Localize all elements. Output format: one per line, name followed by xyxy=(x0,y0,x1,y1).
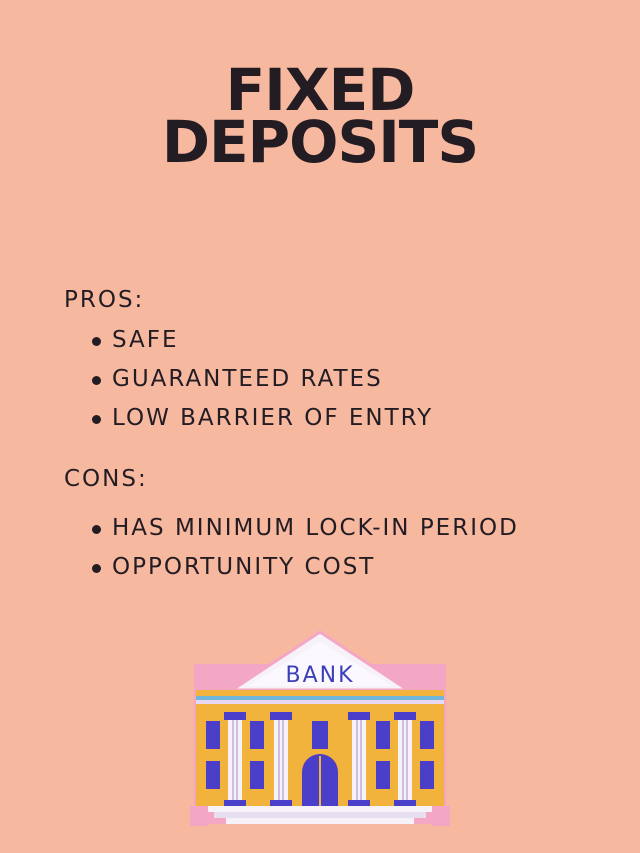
cons-item xyxy=(64,509,519,548)
cons-heading: CONS: xyxy=(64,466,148,492)
cons-list xyxy=(64,509,519,587)
title-line-1: FIXED xyxy=(225,56,415,124)
cons-item-label: HAS MINIMUM LOCK-IN PERIOD xyxy=(112,515,519,541)
pros-item xyxy=(64,360,433,399)
pros-item-label: LOW BARRIER OF ENTRY xyxy=(112,405,434,431)
bullet-icon xyxy=(92,376,101,385)
cons-item xyxy=(64,548,519,587)
pros-heading: PROS: xyxy=(64,287,145,313)
bullet-icon xyxy=(92,415,101,424)
bullet-icon xyxy=(92,337,101,346)
pros-item xyxy=(64,321,433,360)
pros-item-label: GUARANTEED RATES xyxy=(112,366,383,392)
cons-item-label: OPPORTUNITY COST xyxy=(112,554,376,580)
pros-section xyxy=(64,285,433,438)
pros-item xyxy=(64,399,433,438)
cons-section xyxy=(64,464,519,587)
pros-item-label: SAFE xyxy=(112,327,179,353)
bank-sign: BANK xyxy=(285,663,355,688)
pros-list xyxy=(64,321,433,438)
title-line-2: DEPOSITS xyxy=(161,108,479,176)
bullet-icon xyxy=(92,525,101,534)
bank-building-icon xyxy=(190,628,450,833)
bullet-icon xyxy=(92,564,101,573)
page-title xyxy=(0,56,640,176)
